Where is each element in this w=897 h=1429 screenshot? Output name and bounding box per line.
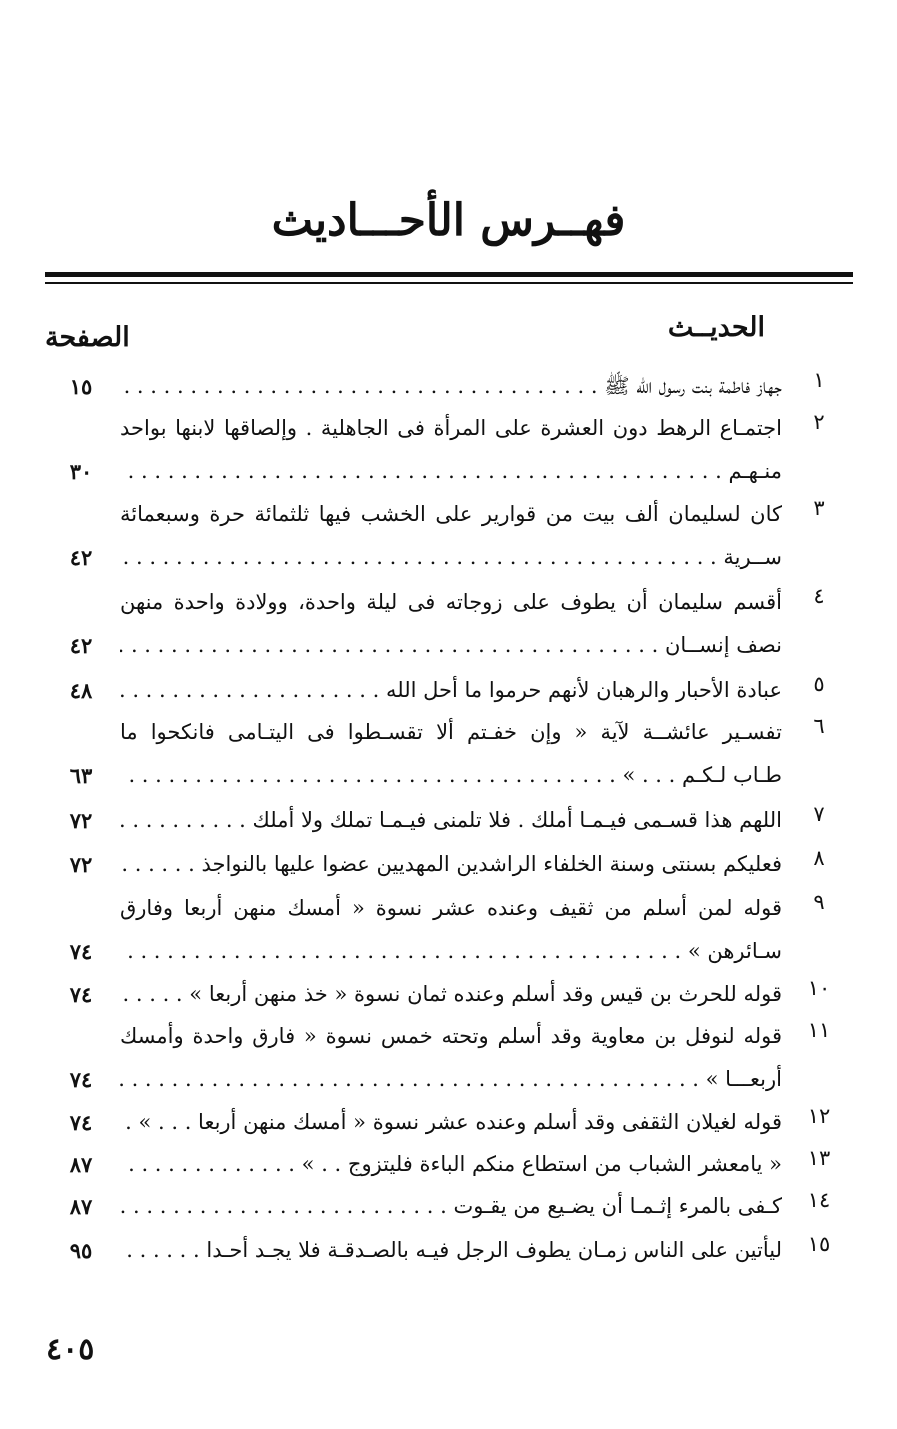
entry-page-number: ٨٧: [69, 1194, 93, 1219]
footer-page-number: ٤٠٥: [46, 1332, 95, 1367]
column-header-page: الصفحة: [45, 322, 130, 353]
entry-number: ١٢: [807, 1104, 831, 1128]
entry-page-number: ٩٥: [69, 1238, 93, 1263]
entry-page-number: ٧٤: [69, 1067, 93, 1092]
header-rule-thick: [45, 272, 853, 277]
entry-text-line: قوله للحرث بن قيس وقد أسلم وعنده ثمان نسوة « خذ منهن أربعا » . . .: [120, 976, 782, 1012]
entry-text-line: أربعـــا » . . .: [120, 1061, 782, 1097]
entry-number: ١٠: [807, 976, 831, 1000]
column-header-hadith: الحديــث: [667, 312, 765, 343]
entry-text-line: منـهـم . . .: [120, 453, 782, 489]
entry-text-line: عبادة الأحبار والرهبان لأنهم حرموا ما أحل الله . . .: [120, 672, 782, 708]
entry-number: ٩: [813, 890, 825, 914]
entry-text-line: جهاز فاطمة بنت رسول الله ﷺ . . .: [120, 368, 782, 404]
header-rule-thin: [45, 282, 853, 284]
entry-text-line: ليأتين على الناس زمـان يطوف الرجل فيـه بالصـدقـة فلا يجـد أحـدا . . .: [120, 1232, 782, 1268]
entry-text-line: سـائرهن » . . .: [120, 933, 782, 969]
entry-number: ١: [813, 368, 825, 392]
entry-page-number: ٧٢: [69, 852, 93, 877]
entry-number: ١٣: [807, 1146, 831, 1170]
entry-page-number: ٤٢: [69, 545, 93, 570]
entry-text-line: قوله لمن أسلم من ثقيف وعنده عشر نسوة « أمسك منهن أربعا وفارق: [120, 896, 782, 920]
entry-number: ٤: [813, 584, 825, 608]
entry-text-line: « يامعشر الشباب من استطاع منكم الباءة فليتزوج . . » . . .: [120, 1146, 782, 1182]
entry-text-line: قوله لغيلان الثقفى وقد أسلم وعنده عشر نسوة « أمسك منهن أربعا . . . » . . .: [120, 1104, 782, 1140]
entry-text-line: اجتمـاع الرهط دون العشرة على المرأة فى الجاهلية . وإلصاقها لابنها بواحد: [120, 416, 782, 440]
entry-page-number: ٧٤: [69, 939, 93, 964]
entry-text-line: نصف إنســان . . .: [120, 627, 782, 663]
entry-text-line: فعليكم بسنتى وسنة الخلفاء الراشدين المهديين عضوا عليها بالنواجذ . . .: [120, 846, 782, 882]
entry-page-number: ٨٧: [69, 1152, 93, 1177]
entry-text-line: تفسـير عائشــة لآية « وإن خفـتم ألا تقسـطوا فى اليتـامى فانكحوا ما: [120, 720, 782, 744]
entry-text-line: أقسم سليمان أن يطوف على زوجاته فى ليلة واحدة، وولادة واحدة منهن: [120, 590, 782, 614]
page-title: فهــرس الأحـــاديث: [271, 195, 626, 246]
entry-page-number: ٧٤: [69, 982, 93, 1007]
entry-page-number: ١٥: [69, 374, 93, 399]
entry-number: ٢: [813, 410, 825, 434]
entry-number: ٧: [813, 802, 825, 826]
entry-text-line: كان لسليمان ألف بيت من قوارير على الخشب فيها ثلثمائة حرة وسبعمائة: [120, 502, 782, 526]
entry-number: ١١: [807, 1018, 831, 1042]
entry-number: ٣: [813, 496, 825, 520]
entry-text-line: اللهم هذا قسـمى فيـمـا أملك . فلا تلمنى فيـمـا تملك ولا أملك . . .: [120, 802, 782, 838]
entry-page-number: ٧٤: [69, 1110, 93, 1135]
entry-number: ١٥: [807, 1232, 831, 1256]
entry-page-number: ٦٣: [69, 763, 93, 788]
entry-number: ٥: [813, 672, 825, 696]
entry-text-line: قوله لنوفل بن معاوية وقد أسلم وتحته خمس نسوة « فارق واحدة وأمسك: [120, 1024, 782, 1048]
entry-number: ٨: [813, 846, 825, 870]
entry-text-line: طـاب لـكـم . . . » . . .: [120, 757, 782, 793]
entry-page-number: ٤٢: [69, 633, 93, 658]
entry-number: ١٤: [807, 1188, 831, 1212]
entry-page-number: ٧٢: [69, 808, 93, 833]
entry-page-number: ٣٠: [69, 459, 93, 484]
entry-text-line: كـفى بالمرء إثـمـا أن يضـيع من يقـوت . . .: [120, 1188, 782, 1224]
entry-page-number: ٤٨: [69, 678, 93, 703]
entry-number: ٦: [813, 714, 825, 738]
entry-text-line: ســرية . . .: [120, 539, 782, 575]
